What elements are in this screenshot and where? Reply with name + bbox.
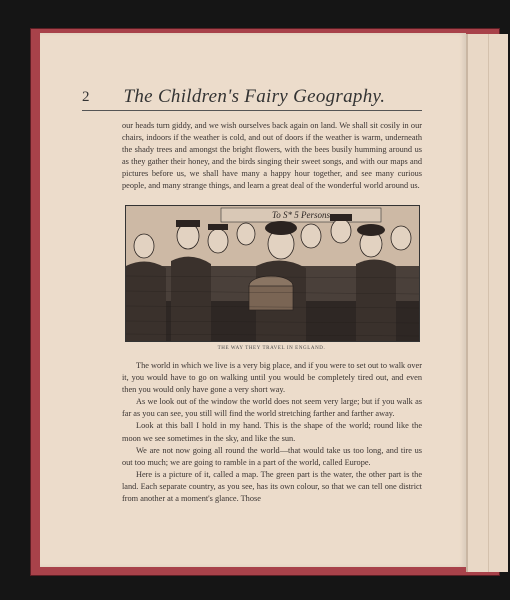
engraving-image: [126, 206, 419, 341]
illustration-caption: THE WAY THEY TRAVEL IN ENGLAND.: [217, 346, 326, 351]
paragraph: We are not now going all round the world—that would take us too long, and tire us out too much; we are going to ramble in a part of the world, called Europe.: [122, 445, 422, 467]
text-block-bottom: [122, 360, 422, 505]
facing-page-edge: [466, 34, 508, 572]
paragraph: The world in which we live is a very big place, and if you were to set out to walk over it, you would have to go on walking until you would be completely tired out, and even then you would only have gone a very short way.: [122, 361, 422, 395]
paragraph: Here is a picture of it, called a map. The green part is the water, the other part is the land. Each separate country, as you see, has its own colour, so that we can tell one district from another at a moment's glance. Those: [122, 469, 422, 504]
illustration-crowd-coach: [125, 205, 420, 342]
running-title: The Children's Fairy Geography.: [123, 86, 386, 107]
sign-text: To S* 5 Persons: [272, 210, 330, 220]
page-number: 2: [82, 89, 90, 105]
text-block-top: [122, 120, 422, 193]
paragraph: our heads turn giddy, and we wish ourselves back again on land. We shall sit cosily in our chairs, indoors if the weather is cold, and out of doors if the weather is warm, underneath the shady trees and amongst the bright flowers, with the bees busily humming around us as they gather their honey, and the birds singing their sweet songs, and with our maps and pictures before us, we shall have many a happy hour together, and see many curious people, and many strange things, and learn a great deal of the wonderful world around us.: [122, 121, 422, 191]
paragraph: Look at this ball I hold in my hand. This is the shape of the world; round like the moon we see sometimes in the sky, and like the sun.: [122, 421, 422, 443]
page-header: [82, 56, 422, 111]
paragraph: As we look out of the window the world does not seem very large; but if you walk as far as you can see, you still will find the world stretching farther and farther away.: [122, 397, 422, 419]
